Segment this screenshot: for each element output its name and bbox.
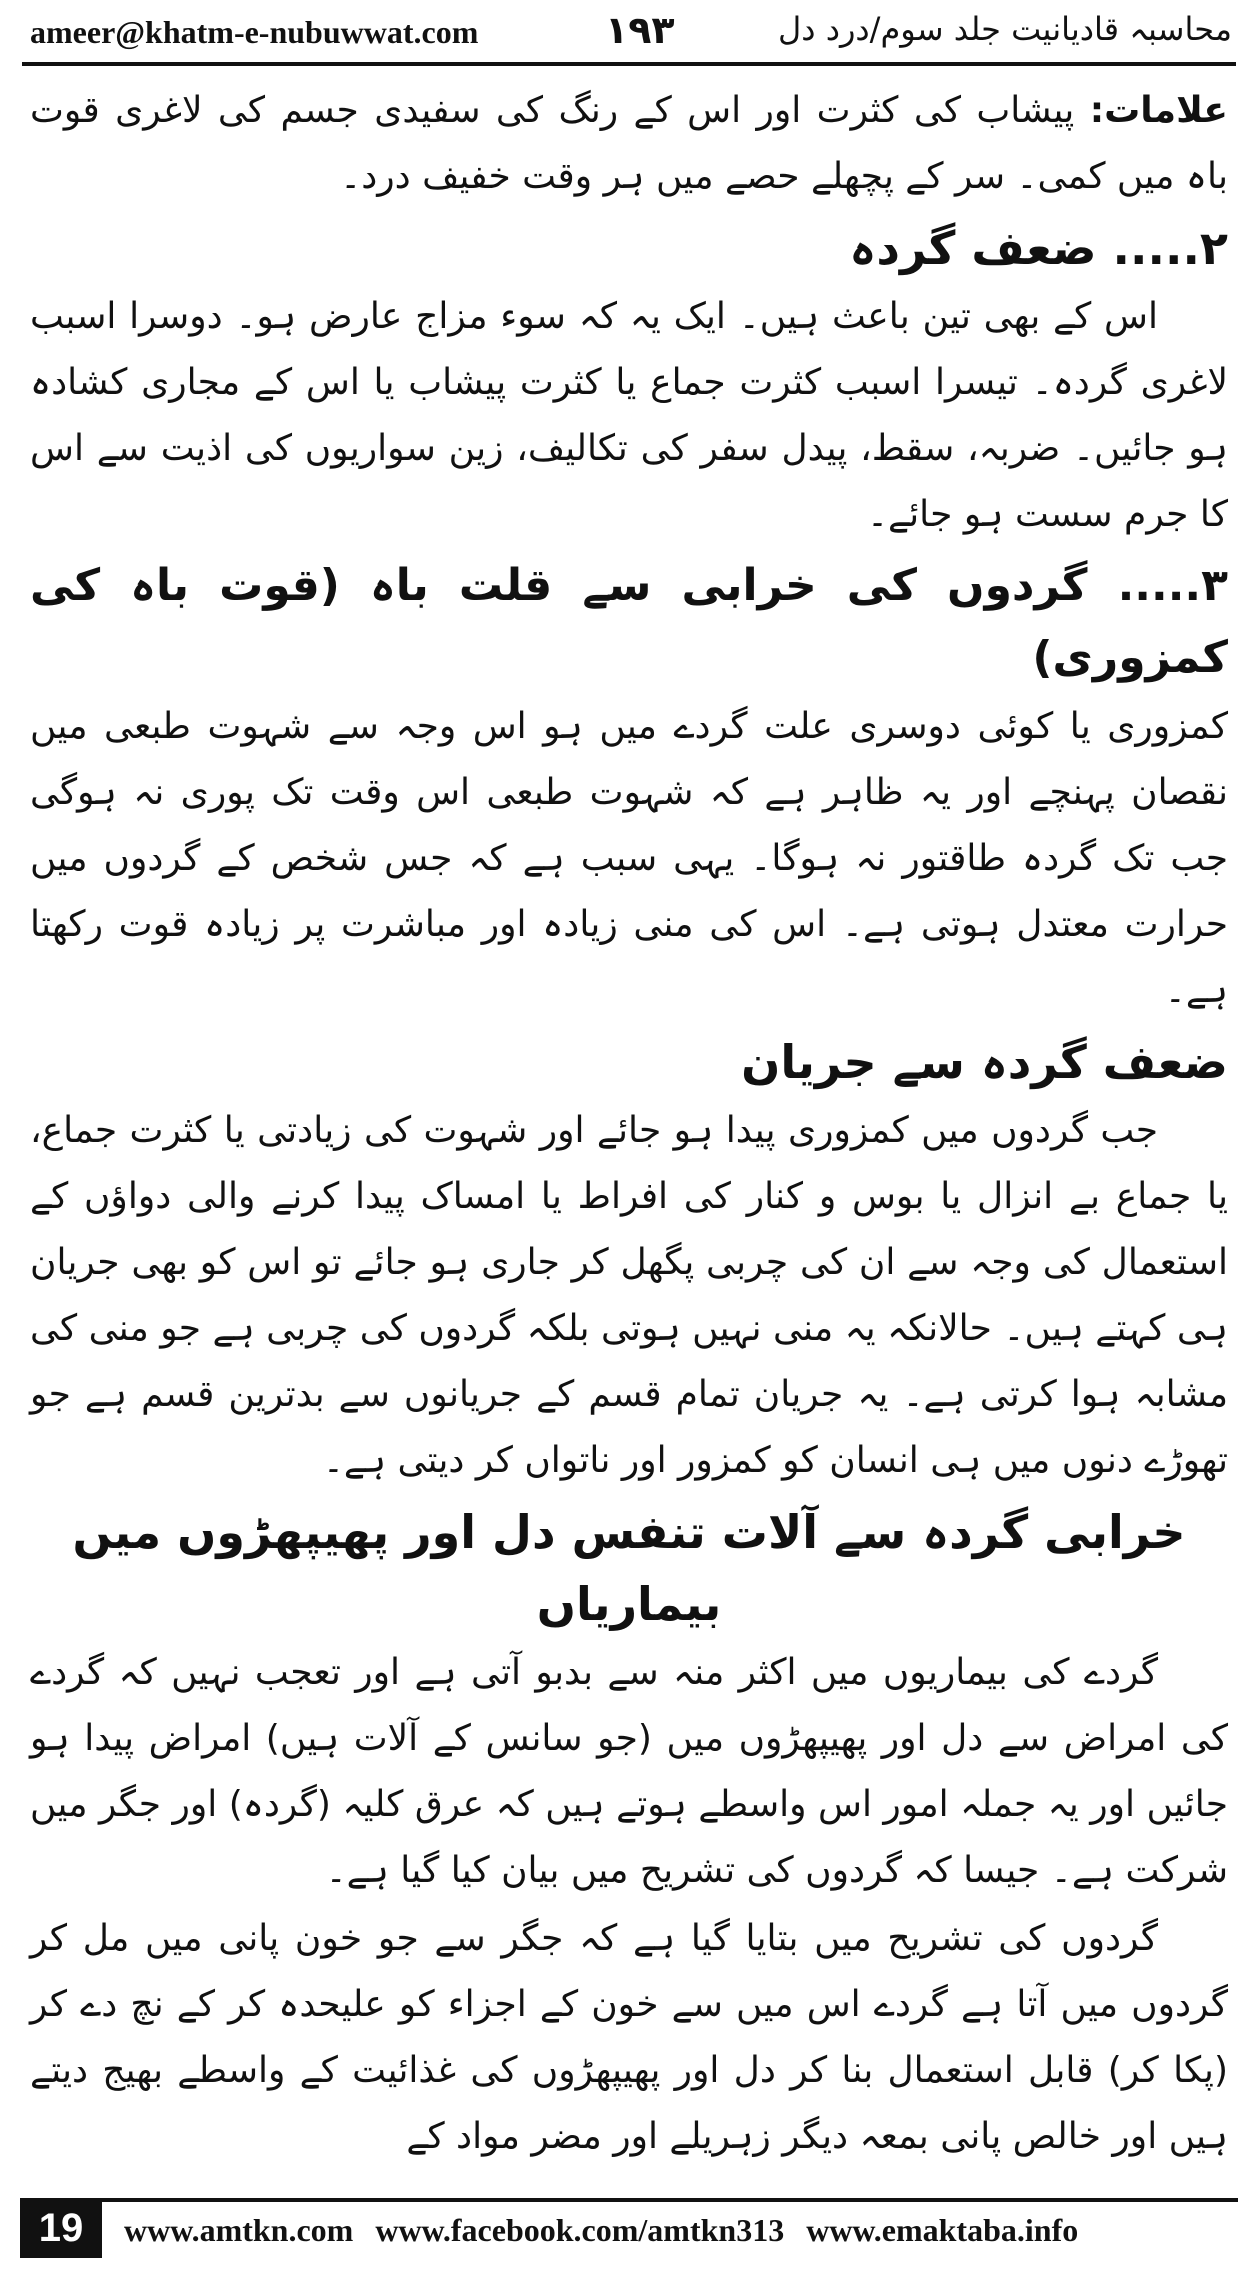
paragraph-kidney-libido: کمزوری یا کوئی دوسری علت گردے میں ہو اس وجہ سے شہوت طبعی میں نقصان پہنچے اور یہ ظاہر ہے کہ شہوت طبعی اس وقت تک پوری نہ ہوگی جب تک گردہ طاقتور نہ ہوگا۔ یہی سبب ہے کہ جس شخص کے گردوں میں حرارت معتدل ہوتی ہے۔ اس کی منی زیادہ اور مباشرت پر زیادہ قوت رکھتا ہے۔	[30, 706, 1228, 1011]
header-rule	[22, 62, 1236, 66]
header-email: ameer@khatm-e-nubuwwat.com	[30, 14, 479, 50]
heading-kidney-libido: ۳..... گردوں کی خرابی سے قلت باہ (قوت باہ کی کمزوری)	[30, 560, 1228, 683]
footer-link-amtkn[interactable]: www.amtkn.com	[124, 2212, 354, 2248]
page-footer	[20, 2198, 1238, 2260]
footer-link-facebook[interactable]: www.facebook.com/amtkn313	[375, 2212, 785, 2248]
symptoms-label: علامات:	[1089, 90, 1228, 131]
page-body	[30, 78, 1228, 2188]
page-header	[20, 8, 1238, 60]
header-book-title: محاسبہ قادیانیت جلد سوم/درد دل	[778, 10, 1232, 48]
paragraph-kidney-weakness: اس کے بھی تین باعث ہیں۔ ایک یہ کہ سوء مزاج عارض ہو۔ دوسرا اسبب لاغری گردہ۔ تیسرا اسبب کثرت جماع یا کثرت پیشاب یا اس کے مجاری کشادہ ہو جائیں۔ ضربہ، سقط، پیدل سفر کی تکالیف، زین سواریوں کی اذیت سے اس کا جرم سست ہو جائے۔	[30, 296, 1228, 535]
heading-kidney-weakness: ۲..... ضعف گردہ	[849, 221, 1228, 275]
footer-links	[124, 2212, 1092, 2249]
header-page-number: ۱۹۳	[605, 8, 675, 52]
footer-page-number: 19	[20, 2198, 102, 2258]
heading-kidney-respiratory: خرابی گردہ سے آلات تنفس دل اور پھیپھڑوں میں بیماریاں	[72, 1505, 1186, 1631]
paragraph-symptoms	[30, 78, 1228, 210]
footer-link-emaktaba[interactable]: www.emaktaba.info	[806, 2212, 1079, 2248]
footer-rule	[20, 2198, 1238, 2202]
heading-kidney-discharge: ضعف گردہ سے جریان	[741, 1035, 1228, 1089]
paragraph-kidney-respiratory: گردے کی بیماریوں میں اکثر منہ سے بدبو آتی ہے اور تعجب نہیں کہ گردے کی امراض سے دل اور پھیپھڑوں میں (جو سانس کے آلات ہیں) امراض پیدا ہو جائیں اور یہ جملہ امور اس واسطے ہوتے ہیں کہ عرق کلیہ (گردہ) اور جگر میں شرکت ہے۔ جیسا کہ گردوں کی تشریح میں بیان کیا گیا ہے۔	[30, 1652, 1228, 1891]
paragraph-kidney-discharge: جب گردوں میں کمزوری پیدا ہو جائے اور شہوت کی زیادتی یا کثرت جماع، یا جماع بے انزال یا بوس و کنار کی افراط یا امساک پیدا کرنے والی دواؤں کے استعمال کی وجہ سے ان کی چربی پگھل کر جاری ہو جائے تو اس کو بھی جریان ہی کہتے ہیں۔ حالانکہ یہ منی نہیں ہوتی بلکہ گردوں کی چربی ہے جو منی کی مشابہ ہوا کرتی ہے۔ یہ جریان تمام قسم کے جریانوں سے بدترین قسم ہے جو تھوڑے دنوں میں ہی انسان کو کمزور اور ناتواں کر دیتی ہے۔	[30, 1110, 1228, 1481]
symptoms-text: پیشاب کی کثرت اور اس کے رنگ کی سفیدی جسم کی لاغری قوت باہ میں کمی۔ سر کے پچھلے حصے میں ہر وقت خفیف درد۔	[30, 90, 1228, 197]
paragraph-kidney-anatomy: گردوں کی تشریح میں بتایا گیا ہے کہ جگر سے جو خون پانی میں مل کر گردوں میں آتا ہے گردے اس میں سے خون کے اجزاء کو علیحدہ کر کے نچ دے کر (پکا کر) قابل استعمال بنا کر دل اور پھیپھڑوں کی غذائیت کے واسطے بھیج دیتے ہیں اور خالص پانی بمعہ دیگر زہریلے اور مضر مواد کے	[30, 1918, 1228, 2157]
